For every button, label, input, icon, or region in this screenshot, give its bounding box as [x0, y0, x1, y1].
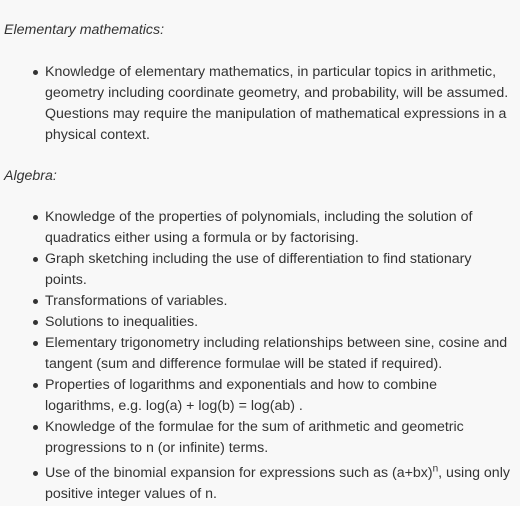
section-heading-algebra: Algebra:	[4, 168, 57, 184]
list-item: Knowledge of the properties of polynomials, including the solution of quadratics either using a formula or by factorising.	[45, 207, 510, 249]
list-item: Solutions to inequalities.	[45, 312, 510, 333]
list-item: Knowledge of the formulae for the sum of arithmetic and geometric progressions to n (or infinite) terms.	[45, 417, 510, 459]
list-item: Properties of logarithms and exponentials and how to combine logarithms, e.g. log(a) + log(b) = log(ab) .	[45, 375, 510, 417]
binomial-text-before: Use of the binomial expansion for expressions such as (a+bx)	[45, 465, 433, 481]
list-item: Knowledge of elementary mathematics, in particular topics in arithmetic, geometry including coordinate geometry, and probability, will be assumed. Questions may require the manipulation of mathematical expressions in a physical context.	[45, 62, 510, 146]
section-heading-elementary-mathematics: Elementary mathematics:	[4, 22, 165, 38]
list-item: Elementary trigonometry including relationships between sine, cosine and tangent (sum and difference formulae will be stated if required).	[45, 333, 510, 375]
algebra-list	[0, 207, 510, 505]
binomial-exponent: n	[432, 463, 439, 475]
list-item-binomial	[45, 463, 510, 505]
binomial-text-after: , using only positive integer values of n.	[45, 465, 510, 502]
list-item: Graph sketching including the use of differentiation to find stationary points.	[45, 249, 510, 291]
elementary-mathematics-list	[0, 62, 510, 146]
list-item: Transformations of variables.	[45, 291, 510, 312]
